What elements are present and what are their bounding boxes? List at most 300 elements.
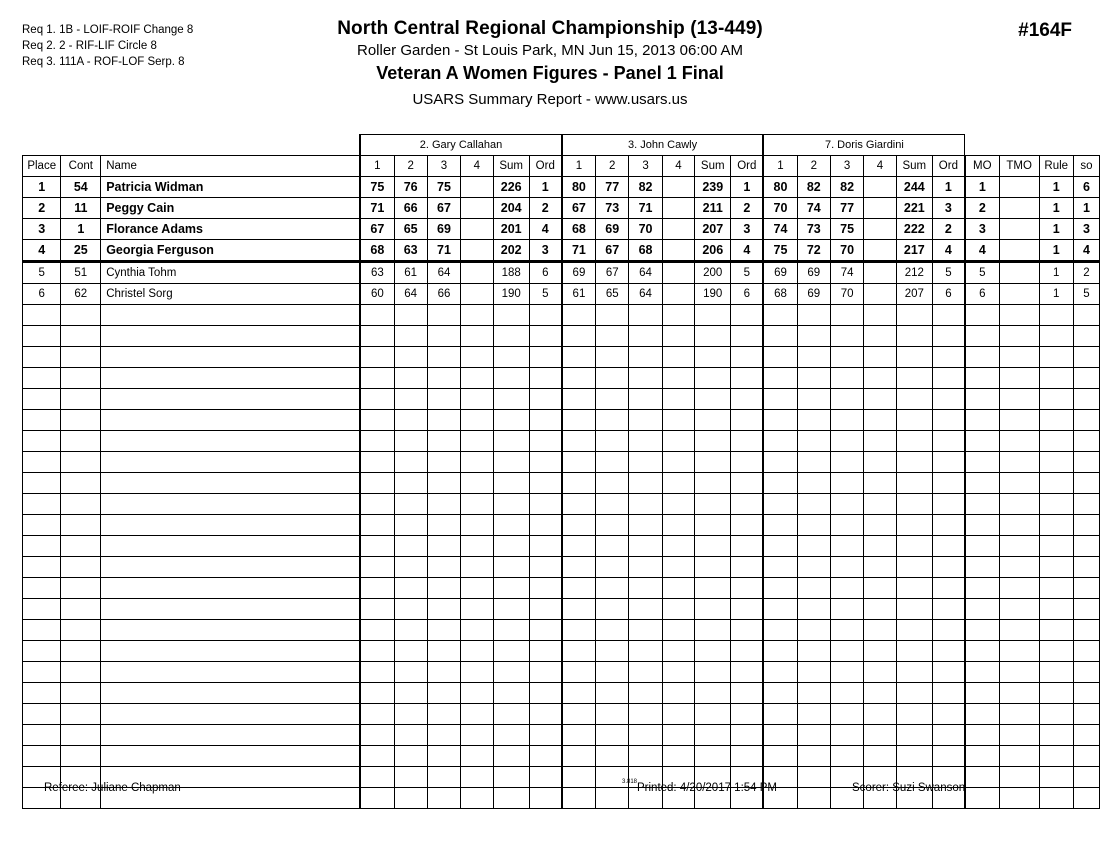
cell-ord <box>529 389 562 410</box>
cell-score-1 <box>562 641 596 662</box>
cell-ord <box>529 662 562 683</box>
cell-score-2 <box>596 620 629 641</box>
cell-score-2 <box>394 347 427 368</box>
cell-mo <box>965 746 999 767</box>
cell-mo <box>965 368 999 389</box>
header-rule: Rule <box>1039 156 1073 177</box>
cell-score-1: 69 <box>562 262 596 284</box>
cell-score-1: 70 <box>763 198 797 219</box>
cell-cont <box>61 536 101 557</box>
cell-sum <box>493 347 529 368</box>
cell-score-2 <box>797 788 830 809</box>
cell-score-3 <box>830 494 863 515</box>
cell-sum <box>493 767 529 788</box>
cell-mo <box>965 704 999 725</box>
cell-ord <box>731 431 764 452</box>
cell-mo <box>965 578 999 599</box>
cell-rule <box>1039 746 1073 767</box>
cell-score-2: 82 <box>797 177 830 198</box>
cell-sum <box>896 347 932 368</box>
cell-score-4 <box>864 326 897 347</box>
cell-place: 3 <box>23 219 61 240</box>
cell-score-3 <box>427 620 460 641</box>
cell-score-1 <box>360 788 394 809</box>
event-title: Veteran A Women Figures - Panel 1 Final <box>376 63 724 83</box>
cell-score-3 <box>830 641 863 662</box>
cell-score-4 <box>461 326 494 347</box>
cell-score-1 <box>763 389 797 410</box>
cell-sum <box>695 368 731 389</box>
header-score-3: 3 <box>427 156 460 177</box>
cell-score-4 <box>461 788 494 809</box>
cell-so: 5 <box>1073 284 1099 305</box>
cell-rule <box>1039 515 1073 536</box>
cell-mo <box>965 473 999 494</box>
cell-score-1 <box>763 452 797 473</box>
cell-score-2 <box>797 725 830 746</box>
cell-score-4 <box>662 662 695 683</box>
cell-score-2: 69 <box>797 284 830 305</box>
cell-score-3 <box>830 473 863 494</box>
cell-rule: 1 <box>1039 177 1073 198</box>
cell-score-4 <box>461 536 494 557</box>
cell-score-1 <box>562 494 596 515</box>
cell-score-1 <box>763 578 797 599</box>
cell-score-3 <box>629 305 662 326</box>
page-title: North Central Regional Championship (13-449) <box>337 18 763 39</box>
cell-cont <box>61 704 101 725</box>
cell-name <box>101 662 361 683</box>
cell-score-3 <box>427 536 460 557</box>
cell-score-1: 60 <box>360 284 394 305</box>
cell-score-1 <box>763 641 797 662</box>
cell-ord <box>932 452 965 473</box>
cell-ord <box>529 305 562 326</box>
cell-score-1 <box>360 599 394 620</box>
cell-score-4 <box>662 452 695 473</box>
cell-place <box>23 662 61 683</box>
cell-score-2 <box>797 326 830 347</box>
cell-score-3: 66 <box>427 284 460 305</box>
cell-score-2 <box>797 641 830 662</box>
cell-score-1 <box>360 494 394 515</box>
cell-score-2 <box>797 767 830 788</box>
cell-ord: 1 <box>529 177 562 198</box>
cell-name <box>101 746 361 767</box>
cell-ord <box>932 347 965 368</box>
cell-ord <box>529 452 562 473</box>
cell-ord <box>529 536 562 557</box>
cell-mo: 2 <box>965 198 999 219</box>
cell-sum <box>896 326 932 347</box>
cell-score-2 <box>394 389 427 410</box>
cell-score-3 <box>629 704 662 725</box>
cell-mo <box>965 452 999 473</box>
cell-so: 1 <box>1073 198 1099 219</box>
cell-cont: 62 <box>61 284 101 305</box>
cell-score-1: 63 <box>360 262 394 284</box>
cell-place <box>23 431 61 452</box>
cell-name <box>101 704 361 725</box>
cell-score-3: 75 <box>427 177 460 198</box>
cell-cont <box>61 452 101 473</box>
cell-score-1 <box>562 704 596 725</box>
cell-score-1 <box>763 368 797 389</box>
cell-score-4 <box>461 262 494 284</box>
cell-sum <box>896 683 932 704</box>
cell-score-4 <box>864 473 897 494</box>
cell-so: 6 <box>1073 177 1099 198</box>
cell-tmo <box>999 305 1039 326</box>
cell-ord <box>529 725 562 746</box>
cell-score-4 <box>461 240 494 262</box>
cell-score-1 <box>562 368 596 389</box>
cell-score-3 <box>629 620 662 641</box>
cell-name <box>101 452 361 473</box>
header-score-4: 4 <box>662 156 695 177</box>
cell-score-1: 61 <box>562 284 596 305</box>
cell-ord <box>529 746 562 767</box>
cell-ord <box>932 557 965 578</box>
cell-score-2 <box>596 662 629 683</box>
cell-ord <box>932 389 965 410</box>
cell-place <box>23 347 61 368</box>
cell-rule <box>1039 620 1073 641</box>
cell-ord <box>529 368 562 389</box>
cell-score-2 <box>394 704 427 725</box>
cell-score-3 <box>629 326 662 347</box>
cell-sum <box>695 662 731 683</box>
cell-score-1 <box>360 683 394 704</box>
judge-header-2: 3. John Cawly <box>562 135 764 156</box>
cell-score-2 <box>596 368 629 389</box>
cell-score-4 <box>461 704 494 725</box>
cell-so <box>1073 305 1099 326</box>
cell-so <box>1073 725 1099 746</box>
cell-sum <box>493 473 529 494</box>
cell-score-3 <box>427 683 460 704</box>
cell-score-2 <box>394 515 427 536</box>
header-so: so <box>1073 156 1099 177</box>
cell-score-2 <box>596 578 629 599</box>
cell-ord <box>932 431 965 452</box>
cell-score-1 <box>763 347 797 368</box>
cell-score-3 <box>629 662 662 683</box>
cell-score-2 <box>797 620 830 641</box>
cell-score-4 <box>864 410 897 431</box>
cell-score-2: 77 <box>596 177 629 198</box>
cell-score-2 <box>596 473 629 494</box>
requirement-line: Req 3. 111A - ROF-LOF Serp. 8 <box>22 56 185 68</box>
header-score-3: 3 <box>629 156 662 177</box>
cell-score-1 <box>763 410 797 431</box>
cell-score-3 <box>830 746 863 767</box>
cell-score-1: 71 <box>360 198 394 219</box>
cell-ord: 5 <box>932 262 965 284</box>
cell-score-3: 74 <box>830 262 863 284</box>
cell-score-4 <box>461 725 494 746</box>
cell-sum: 206 <box>695 240 731 262</box>
cell-score-4 <box>864 347 897 368</box>
requirement-line: Req 2. 2 - RIF-LIF Circle 8 <box>22 40 157 52</box>
cell-score-1 <box>562 662 596 683</box>
cell-score-2 <box>596 305 629 326</box>
cell-score-2: 69 <box>797 262 830 284</box>
header-mo: MO <box>965 156 999 177</box>
cell-place <box>23 536 61 557</box>
cell-score-1 <box>360 389 394 410</box>
cell-name: Peggy Cain <box>101 198 361 219</box>
cell-score-2 <box>797 515 830 536</box>
table-row-empty <box>23 746 1100 767</box>
cell-ord <box>529 431 562 452</box>
judge-header-spacer <box>23 135 361 156</box>
cell-score-1 <box>360 536 394 557</box>
cell-ord <box>932 704 965 725</box>
cell-name <box>101 683 361 704</box>
cell-sum <box>695 641 731 662</box>
cell-score-4 <box>662 177 695 198</box>
cell-ord: 4 <box>932 240 965 262</box>
cell-score-1 <box>360 578 394 599</box>
cell-sum: 221 <box>896 198 932 219</box>
cell-score-4 <box>461 284 494 305</box>
cell-score-3 <box>830 725 863 746</box>
cell-tmo <box>999 494 1039 515</box>
header-score-1: 1 <box>360 156 394 177</box>
cell-ord <box>731 410 764 431</box>
table-row-empty <box>23 536 1100 557</box>
cell-score-3: 82 <box>830 177 863 198</box>
cell-score-3: 68 <box>629 240 662 262</box>
cell-score-4 <box>864 219 897 240</box>
cell-tmo <box>999 262 1039 284</box>
cell-sum <box>493 620 529 641</box>
cell-place <box>23 410 61 431</box>
cell-score-2 <box>797 746 830 767</box>
cell-sum <box>695 347 731 368</box>
cell-score-1 <box>562 725 596 746</box>
cell-mo <box>965 515 999 536</box>
cell-mo <box>965 683 999 704</box>
cell-so <box>1073 620 1099 641</box>
cell-sum <box>896 452 932 473</box>
cell-sum <box>695 305 731 326</box>
cell-score-2 <box>596 704 629 725</box>
cell-name <box>101 557 361 578</box>
cell-sum <box>493 704 529 725</box>
cell-sum <box>493 746 529 767</box>
cell-score-1 <box>360 347 394 368</box>
cell-tmo <box>999 767 1039 788</box>
cell-cont <box>61 473 101 494</box>
cell-score-4 <box>864 683 897 704</box>
cell-name <box>101 494 361 515</box>
cell-ord <box>731 452 764 473</box>
cell-place <box>23 389 61 410</box>
cell-score-1 <box>763 305 797 326</box>
cell-score-4 <box>662 368 695 389</box>
cell-score-3: 77 <box>830 198 863 219</box>
cell-score-4 <box>864 177 897 198</box>
cell-ord <box>529 410 562 431</box>
cell-name <box>101 515 361 536</box>
cell-score-3 <box>427 767 460 788</box>
cell-rule <box>1039 431 1073 452</box>
cell-score-4 <box>461 347 494 368</box>
cell-sum <box>493 305 529 326</box>
cell-score-3 <box>629 452 662 473</box>
cell-rule <box>1039 410 1073 431</box>
cell-ord <box>932 473 965 494</box>
cell-score-3 <box>427 599 460 620</box>
cell-sum <box>493 389 529 410</box>
cell-ord <box>932 599 965 620</box>
cell-sum <box>896 599 932 620</box>
cell-score-4 <box>662 725 695 746</box>
cell-score-4 <box>662 389 695 410</box>
cell-score-4 <box>461 620 494 641</box>
cell-score-3 <box>830 431 863 452</box>
cell-score-2: 66 <box>394 198 427 219</box>
cell-place <box>23 557 61 578</box>
cell-mo <box>965 767 999 788</box>
cell-score-2 <box>394 305 427 326</box>
cell-sum <box>896 431 932 452</box>
cell-score-1 <box>763 599 797 620</box>
cell-sum <box>493 515 529 536</box>
cell-score-3 <box>427 494 460 515</box>
table-row-empty <box>23 431 1100 452</box>
cell-score-2 <box>596 536 629 557</box>
cell-ord <box>529 515 562 536</box>
cell-score-4 <box>662 198 695 219</box>
cell-ord <box>731 326 764 347</box>
cell-score-4 <box>461 177 494 198</box>
cell-ord: 1 <box>731 177 764 198</box>
cell-ord: 6 <box>731 284 764 305</box>
cell-score-1 <box>360 452 394 473</box>
cell-rule <box>1039 389 1073 410</box>
cell-cont: 1 <box>61 219 101 240</box>
cell-mo <box>965 620 999 641</box>
cell-sum: 212 <box>896 262 932 284</box>
cell-sum <box>896 368 932 389</box>
cell-score-2 <box>394 620 427 641</box>
cell-sum <box>493 452 529 473</box>
cell-rule <box>1039 683 1073 704</box>
cell-score-4 <box>662 347 695 368</box>
cell-score-3 <box>629 746 662 767</box>
cell-score-2 <box>394 326 427 347</box>
cell-sum <box>896 746 932 767</box>
cell-score-3 <box>629 641 662 662</box>
cell-sum <box>896 557 932 578</box>
cell-score-1 <box>360 557 394 578</box>
cell-ord: 3 <box>932 198 965 219</box>
cell-ord <box>932 368 965 389</box>
cell-score-4 <box>864 599 897 620</box>
cell-tmo <box>999 725 1039 746</box>
cell-so <box>1073 641 1099 662</box>
cell-place <box>23 452 61 473</box>
cell-score-2 <box>394 788 427 809</box>
cell-score-1: 68 <box>360 240 394 262</box>
cell-tmo <box>999 389 1039 410</box>
cell-so <box>1073 767 1099 788</box>
cell-score-2: 64 <box>394 284 427 305</box>
cell-cont <box>61 347 101 368</box>
cell-mo <box>965 599 999 620</box>
cell-sum <box>896 725 932 746</box>
cell-score-3 <box>427 746 460 767</box>
cell-name <box>101 620 361 641</box>
cell-score-3 <box>830 389 863 410</box>
cell-score-3 <box>427 662 460 683</box>
cell-sum <box>695 725 731 746</box>
cell-cont <box>61 368 101 389</box>
cell-sum <box>695 494 731 515</box>
cell-score-4 <box>461 767 494 788</box>
cell-score-4 <box>461 641 494 662</box>
cell-score-2: 65 <box>394 219 427 240</box>
cell-score-2 <box>596 326 629 347</box>
cell-sum: 200 <box>695 262 731 284</box>
cell-rule <box>1039 641 1073 662</box>
cell-score-3 <box>427 305 460 326</box>
cell-sum <box>896 494 932 515</box>
cell-score-3: 67 <box>427 198 460 219</box>
header-ord: Ord <box>932 156 965 177</box>
cell-score-2: 73 <box>596 198 629 219</box>
cell-place <box>23 326 61 347</box>
cell-rule <box>1039 599 1073 620</box>
cell-score-3 <box>830 557 863 578</box>
cell-cont: 11 <box>61 198 101 219</box>
cell-tmo <box>999 284 1039 305</box>
cell-mo <box>965 662 999 683</box>
cell-tmo <box>999 704 1039 725</box>
cell-score-4 <box>864 704 897 725</box>
cell-score-4 <box>864 746 897 767</box>
cell-rule <box>1039 662 1073 683</box>
cell-mo <box>965 557 999 578</box>
table-row <box>23 240 1100 262</box>
cell-ord <box>731 473 764 494</box>
cell-score-1 <box>562 578 596 599</box>
cell-score-4 <box>864 389 897 410</box>
cell-score-1 <box>763 431 797 452</box>
cell-tmo <box>999 326 1039 347</box>
cell-score-4 <box>461 599 494 620</box>
cell-so <box>1073 536 1099 557</box>
cell-tmo <box>999 198 1039 219</box>
cell-score-4 <box>461 557 494 578</box>
cell-ord <box>731 599 764 620</box>
cell-score-4 <box>864 515 897 536</box>
cell-place <box>23 578 61 599</box>
cell-mo <box>965 431 999 452</box>
cell-cont <box>61 410 101 431</box>
cell-sum <box>896 389 932 410</box>
cell-score-4 <box>662 219 695 240</box>
cell-sum <box>493 683 529 704</box>
header-sum: Sum <box>695 156 731 177</box>
cell-score-3 <box>830 662 863 683</box>
cell-score-1 <box>562 389 596 410</box>
cell-score-3 <box>830 347 863 368</box>
cell-score-3 <box>830 305 863 326</box>
